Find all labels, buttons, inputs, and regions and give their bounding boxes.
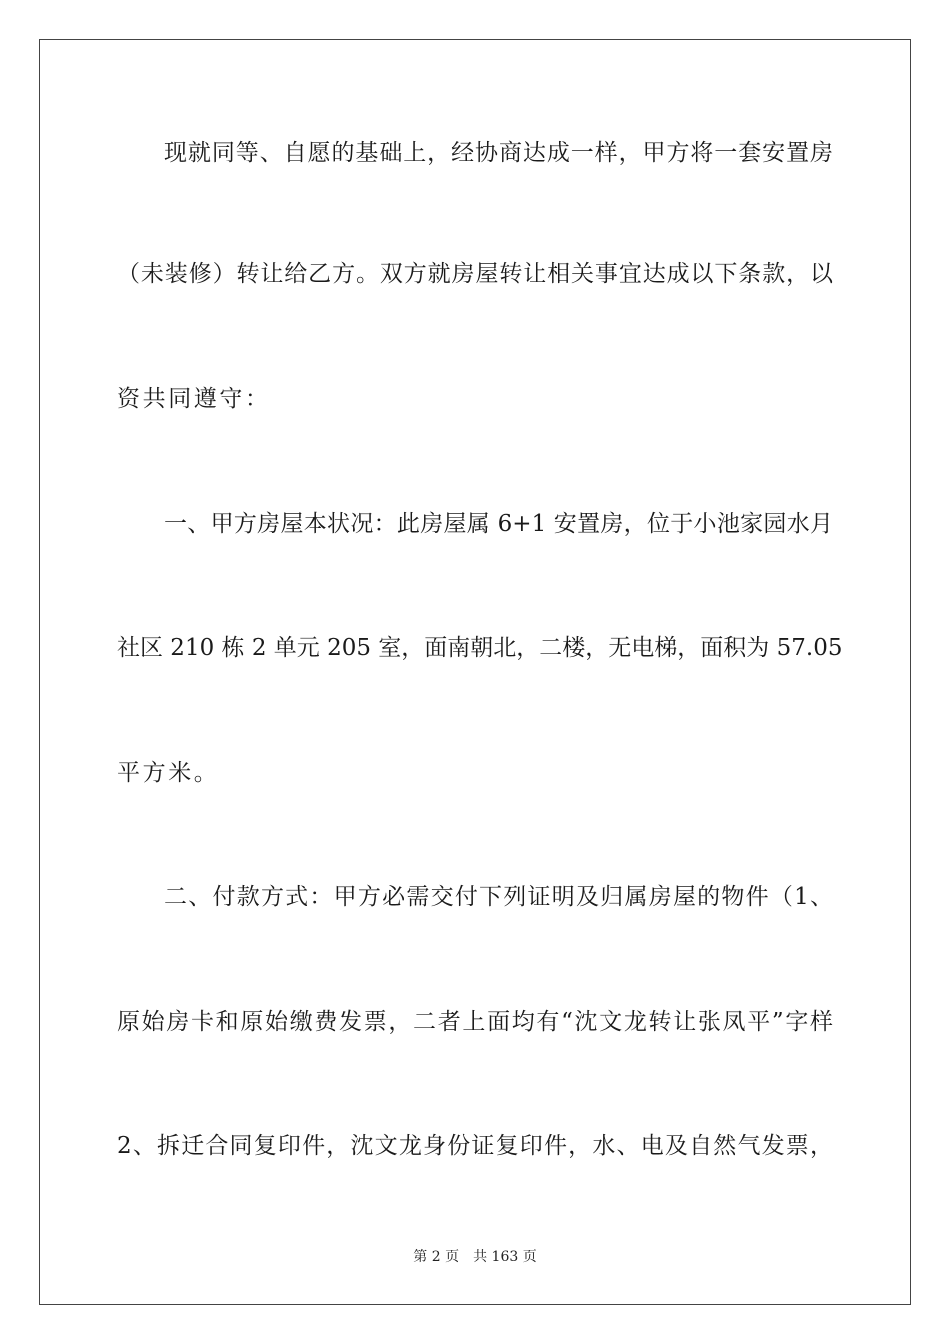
- page-border: [39, 39, 911, 1305]
- paragraph-line-4: 一、甲方房屋本状况：此房屋属 6+1 安置房，位于小池家园水月: [164, 511, 833, 537]
- page-total: 共 163 页: [473, 1249, 537, 1265]
- paragraph-line-1: 现就同等、自愿的基础上，经协商达成一样，甲方将一套安置房: [164, 140, 833, 166]
- paragraph-line-7: 二、付款方式：甲方必需交付下列证明及归属房屋的物件（1、: [164, 884, 833, 910]
- paragraph-line-2: （未装修）转让给乙方。双方就房屋转让相关事宜达成以下条款，以: [117, 261, 833, 287]
- paragraph-line-3: 资共同遵守：: [117, 386, 271, 412]
- page-footer: [0, 1248, 950, 1266]
- paragraph-line-6: 平方米。: [117, 760, 220, 786]
- paragraph-line-5: 社区 210 栋 2 单元 205 室，面南朝北，二楼，无电梯，面积为 57.05: [117, 635, 843, 661]
- page-number: 第 2 页: [413, 1249, 460, 1265]
- paragraph-line-9: 2、拆迁合同复印件，沈文龙身份证复印件，水、电及自然气发票，: [117, 1133, 833, 1159]
- paragraph-line-8: 原始房卡和原始缴费发票，二者上面均有“沈文龙转让张凤平”字样: [117, 1009, 833, 1035]
